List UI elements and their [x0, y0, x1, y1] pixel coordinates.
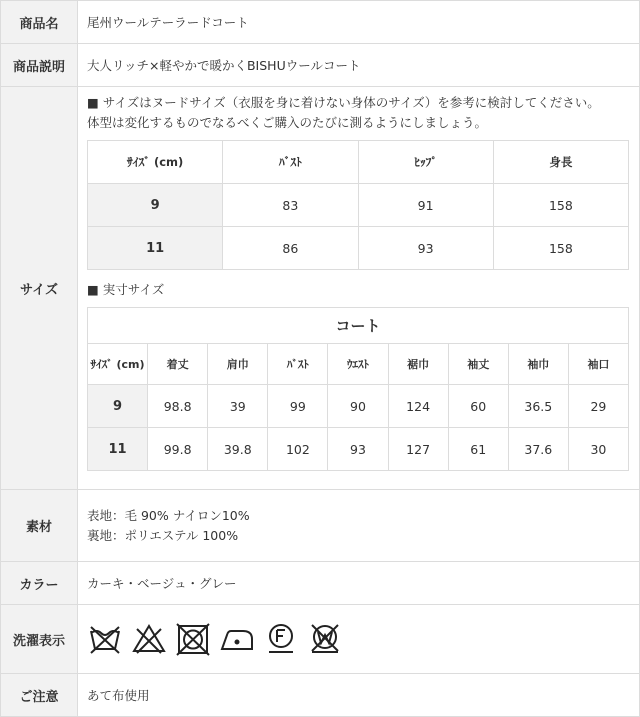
row-color	[1, 562, 640, 605]
row-product-description	[1, 44, 640, 87]
nude-cell: 91	[358, 184, 493, 227]
nude-size-table	[87, 140, 629, 270]
row-care	[1, 605, 640, 674]
actual-header: 着丈	[148, 344, 208, 385]
caution-label: ご注意	[1, 674, 78, 717]
actual-cell: 98.8	[148, 385, 208, 428]
actual-cell: 39.8	[208, 428, 268, 471]
actual-cell: 127	[388, 428, 448, 471]
nude-cell: 83	[223, 184, 358, 227]
material-line-2: 裏地：ポリエステル 100%	[87, 527, 239, 543]
color-value: カーキ・ベージュ・グレー	[78, 562, 640, 605]
nude-header-bust: ﾊﾞｽﾄ	[223, 141, 358, 184]
actual-cell: 36.5	[508, 385, 568, 428]
actual-header: ｻｲｽﾞ (cm)	[88, 344, 148, 385]
size-note-2: 体型は変化するものでなるべくご購入のたびに測るようにしましょう。	[87, 115, 488, 130]
size-note-1: ■ サイズはヌードサイズ（衣服を身に着けない身体のサイズ）を参考に検討してください。	[87, 95, 600, 110]
nude-cell: 158	[493, 227, 628, 270]
row-size	[1, 87, 640, 490]
nude-cell: 11	[88, 227, 223, 270]
actual-cell: 60	[448, 385, 508, 428]
product-description-value: 大人リッチ×軽やかで暖かくBISHUウールコート	[78, 44, 640, 87]
product-name-label: 商品名	[1, 1, 78, 44]
nude-cell: 93	[358, 227, 493, 270]
nude-cell: 86	[223, 227, 358, 270]
actual-cell: 29	[568, 385, 628, 428]
product-name-value: 尾州ウールテーラードコート	[78, 1, 640, 44]
actual-header: 裾巾	[388, 344, 448, 385]
actual-size-table	[87, 307, 629, 471]
no-wash-icon	[87, 621, 123, 657]
actual-size-caption: コート	[88, 308, 629, 344]
row-product-name	[1, 1, 640, 44]
actual-cell: 39	[208, 385, 268, 428]
nude-header-hip: ﾋｯﾌﾟ	[358, 141, 493, 184]
actual-header: ｳｴｽﾄ	[328, 344, 388, 385]
nude-header-size: ｻｲｽﾞ (cm)	[88, 141, 223, 184]
table-row	[88, 385, 629, 428]
care-label: 洗濯表示	[1, 605, 78, 674]
actual-cell: 30	[568, 428, 628, 471]
color-label: カラー	[1, 562, 78, 605]
actual-cell: 102	[268, 428, 328, 471]
actual-cell: 61	[448, 428, 508, 471]
actual-header: 袖丈	[448, 344, 508, 385]
actual-cell: 90	[328, 385, 388, 428]
caution-value: あて布使用	[78, 674, 640, 717]
product-description-label: 商品説明	[1, 44, 78, 87]
actual-cell: 99	[268, 385, 328, 428]
actual-cell: 9	[88, 385, 148, 428]
actual-size-title: ■ 実寸サイズ	[87, 282, 165, 297]
table-row	[88, 184, 629, 227]
actual-cell: 37.6	[508, 428, 568, 471]
material-line-1: 表地：毛 90% ナイロン10%	[87, 507, 250, 523]
actual-header: 袖巾	[508, 344, 568, 385]
material-label: 素材	[1, 490, 78, 562]
actual-header: 袖口	[568, 344, 628, 385]
table-row	[88, 428, 629, 471]
iron-low-icon	[219, 621, 255, 657]
actual-cell: 99.8	[148, 428, 208, 471]
size-label: サイズ	[1, 87, 78, 490]
care-icons	[87, 621, 639, 657]
no-wet-clean-icon	[307, 621, 343, 657]
actual-cell: 93	[328, 428, 388, 471]
actual-cell: 124	[388, 385, 448, 428]
row-material	[1, 490, 640, 562]
nude-header-height: 身長	[493, 141, 628, 184]
actual-header: 肩巾	[208, 344, 268, 385]
no-tumble-dry-icon	[175, 621, 211, 657]
nude-cell: 9	[88, 184, 223, 227]
nude-cell: 158	[493, 184, 628, 227]
no-bleach-icon	[131, 621, 167, 657]
row-caution	[1, 674, 640, 717]
table-row	[88, 227, 629, 270]
dry-clean-f-icon	[263, 621, 299, 657]
actual-cell: 11	[88, 428, 148, 471]
actual-header: ﾊﾞｽﾄ	[268, 344, 328, 385]
